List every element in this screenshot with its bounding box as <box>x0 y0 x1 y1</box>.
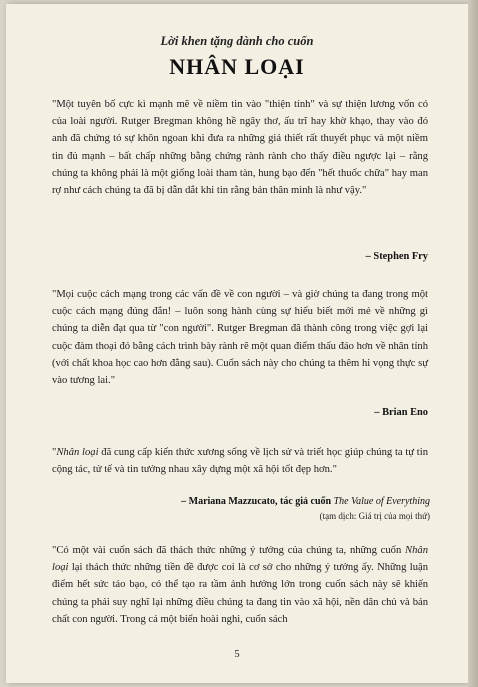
quote-continued: "Có một vài cuốn sách đã thách thức những ý tưởng của chúng ta, những cuốn Nhân loại lại thách thức những tiền đề được coi là cơ sở cho những ý tưởng ấy. Những luận điểm hết sức táo bạo, có thể tạo ra tầm ảnh hưởng lớn trong cuốn sách này sẽ khiến chúng ta phải suy nghĩ lại những điều chúng ta đang tin vào xã hội, nền dân chủ và bản chất con người. Trong cả một biển hoài nghi, cuốn sách <box>52 545 428 625</box>
quote-author: – Brian Eno <box>374 407 428 418</box>
book-title: NHÂN LOẠI <box>169 54 305 79</box>
quote-author: – Stephen Fry <box>365 251 428 262</box>
translation-note: (tạm dịch: Giá trị của mọi thứ) <box>319 511 430 521</box>
cited-book-title: The Value of Everything <box>333 496 430 507</box>
book-name-italic: Nhân loại <box>56 447 99 458</box>
quote-author: – Mariana Mazzucato, tác giả cuốn The Value of Everything <box>181 496 430 507</box>
book-name-italic: Nhân loại <box>52 545 428 574</box>
quote-brian-eno: "Mọi cuộc cách mạng trong các vấn đề về con người – và giờ chúng ta đang trong một cuộc cách mạng đúng đắn! – luôn song hành cùng sự hiểu biết mới mẻ về những gì chúng ta diễn đạt qua từ "con người". Rutger Bregman đã thành công trong việc gợi lại cuộc đàm thoại đó bằng cách trình bày rành rẽ một quan điểm thấu đáo hơn về nhân tính (với chất khoa học cao hơn đằng sau). Cuốn sách này cho chúng ta thêm hi vọng thực sự vào tương lai." <box>52 289 428 387</box>
quote-mariana-mazzucato: "Nhân loại đã cung cấp kiến thức xương sống về lịch sử và triết học giúp chúng ta tự tin cộng tác, tử tế và tin tưởng nhau xây dựng một xã hội tốt đẹp hơn." <box>52 447 428 476</box>
page-number: 5 <box>234 649 240 660</box>
page-edge <box>468 0 478 687</box>
book-page <box>6 4 468 683</box>
quote-stephen-fry: "Một tuyên bố cực kì mạnh mẽ về niềm tin vào "thiện tính" và sự thiện lương vốn có của loài người. Rutger Bregman không hề ngây thơ, ấu trĩ hay khờ khạo, thay vào đó anh đã chứng tỏ sự khôn ngoan khi đưa ra những giả thiết rất thuyết phục và một niềm tin đủ mạnh – bất chấp những bằng chứng rành rành cho thấy điều ngược lại – rằng chúng ta không phải là một giống loài tham tàn, hung bạo đến "hết thuốc chữa" hay man rợ như cách chúng ta đã bị dẫn dắt khi tin rằng bản thân mình là như vậy." <box>52 99 428 197</box>
praise-subtitle: Lời khen tặng dành cho cuốn <box>160 34 314 48</box>
